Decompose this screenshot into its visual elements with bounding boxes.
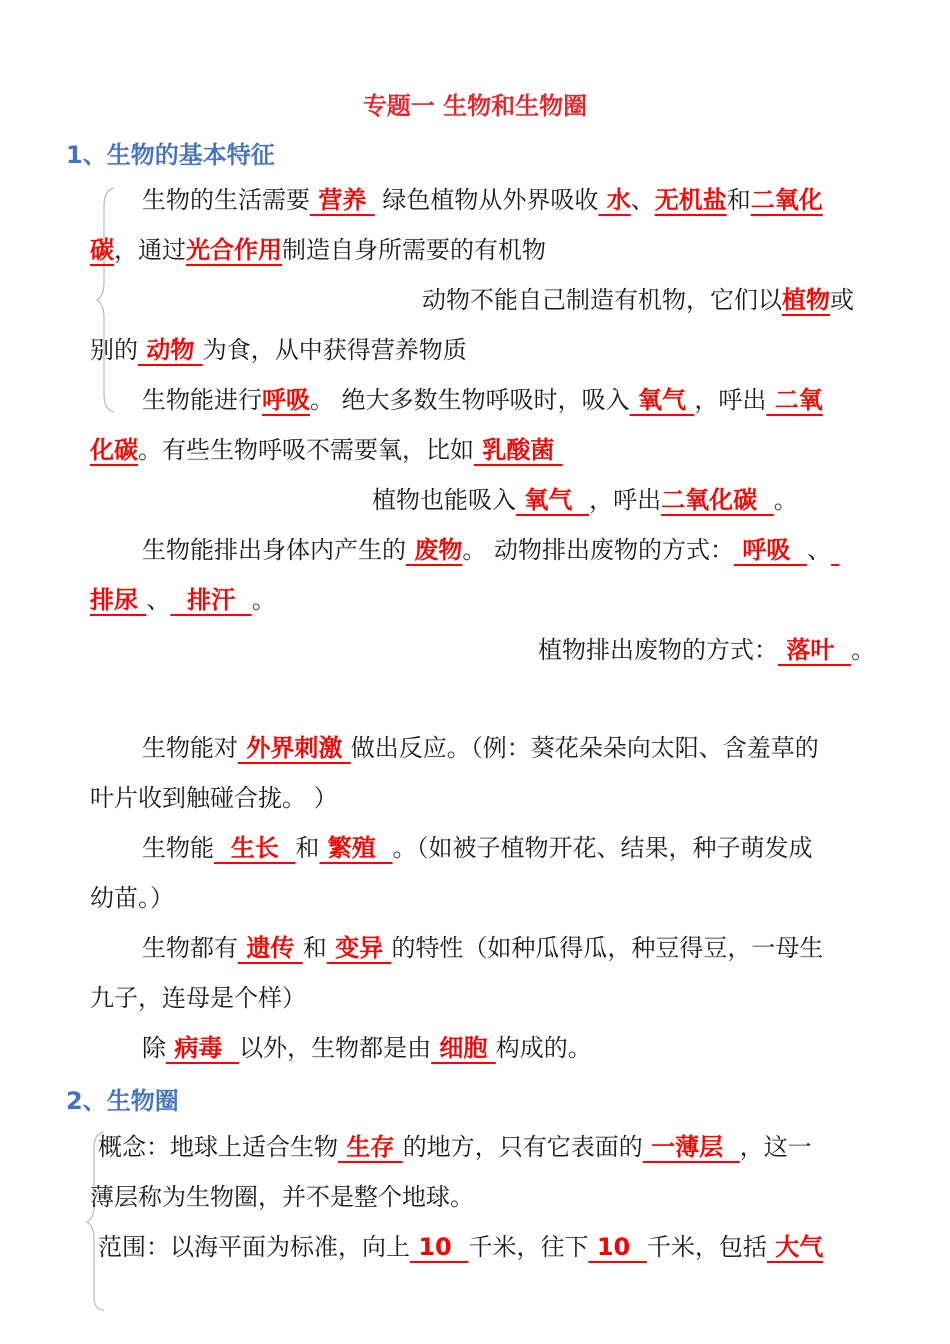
body-text: 的地方，只有它表面的 bbox=[402, 1133, 643, 1161]
answer-text: 二氧 bbox=[766, 386, 823, 414]
text-line bbox=[142, 184, 823, 216]
body-text: 绿色植物从外界吸收 bbox=[374, 186, 599, 214]
body-text: 幼苗。） bbox=[90, 884, 174, 912]
body-text: 植物排出废物的方式： bbox=[538, 636, 778, 664]
body-text: 和 bbox=[726, 186, 751, 214]
answer-text: 生长 bbox=[214, 834, 296, 862]
text-line bbox=[538, 634, 875, 666]
answer-text: 外界刺激 bbox=[238, 734, 351, 762]
answer-text: 光合作用 bbox=[186, 236, 282, 264]
body-text: 动物不能自己制造有机物，它们以 bbox=[422, 286, 782, 314]
text-line bbox=[422, 284, 854, 316]
answer-text: 动物 bbox=[138, 336, 203, 364]
text-line bbox=[142, 534, 839, 566]
answer-text: 化碳 bbox=[90, 436, 138, 464]
body-text: 范围：以海平面为标准，向上 bbox=[98, 1233, 410, 1261]
text-line bbox=[98, 1231, 823, 1263]
text-line bbox=[98, 1131, 812, 1163]
body-text: ，通过 bbox=[114, 236, 186, 264]
body-text: 千米，往下 bbox=[468, 1233, 589, 1261]
answer-text: 繁殖 bbox=[319, 834, 393, 862]
text-line bbox=[90, 234, 546, 266]
body-text: 。有些生物呼吸不需要氧，比如 bbox=[138, 436, 474, 464]
text-line bbox=[90, 434, 563, 466]
answer-text: 细胞 bbox=[431, 1034, 496, 1062]
text-line bbox=[142, 932, 823, 964]
answer-text: 10 bbox=[410, 1233, 469, 1261]
answer-text: 无机盐 bbox=[654, 186, 727, 214]
body-text: 、 bbox=[146, 586, 171, 614]
answer-text: 氧气 bbox=[516, 486, 590, 514]
body-text: 九子，连母是个样） bbox=[90, 984, 306, 1012]
section-heading-1: 1、生物的基本特征 bbox=[66, 141, 275, 169]
text-line bbox=[142, 384, 823, 416]
answer-text: 碳 bbox=[90, 236, 114, 264]
answer-text: 生存 bbox=[338, 1133, 403, 1161]
answer-text: 排尿 bbox=[90, 586, 147, 614]
answer-text: 呼吸 bbox=[262, 386, 310, 414]
body-text: 。 bbox=[851, 636, 876, 664]
answer-text: 落叶 bbox=[778, 636, 852, 664]
answer-text: 大气 bbox=[766, 1233, 824, 1261]
body-text: 构成的。 bbox=[495, 1034, 592, 1062]
answer-text: 10 bbox=[588, 1233, 647, 1261]
body-text: 生物能排出身体内产生的 bbox=[142, 536, 406, 564]
body-text: 概念：地球上适合生物 bbox=[98, 1133, 338, 1161]
body-text: 做出反应。（例：葵花朵朵向太阳、含羞草的 bbox=[350, 734, 819, 762]
answer-text: 二氧化碳 bbox=[661, 486, 774, 514]
brace-icon bbox=[94, 186, 118, 414]
page-title: 专题一 生物和生物圈 bbox=[362, 92, 588, 120]
answer-text: 排汗 bbox=[170, 586, 252, 614]
body-text: 叶片收到触碰合拢。 ） bbox=[90, 784, 338, 812]
answer-text: 呼吸 bbox=[734, 536, 808, 564]
body-text: 。 绝大多数生物呼吸时，吸入 bbox=[310, 386, 630, 414]
answer-text: 植物 bbox=[782, 286, 830, 314]
answer-text: 一薄层 bbox=[642, 1133, 740, 1161]
body-text: 别的 bbox=[90, 336, 138, 364]
body-text: 植物也能吸入 bbox=[372, 486, 516, 514]
answer-text: 二氧化 bbox=[750, 186, 823, 214]
text-line bbox=[142, 732, 819, 764]
body-text: 生物能 bbox=[142, 834, 214, 862]
text-line bbox=[90, 782, 338, 814]
body-text: 。 bbox=[773, 486, 798, 514]
text-line bbox=[90, 982, 306, 1014]
text-line bbox=[90, 882, 174, 914]
answer-text: 遗传 bbox=[238, 934, 303, 962]
body-text: 的特性（如种瓜得瓜，种豆得豆，一母生 bbox=[391, 934, 824, 962]
answer-text bbox=[831, 536, 839, 564]
text-line bbox=[142, 1032, 592, 1064]
answer-text: 病毒 bbox=[166, 1034, 240, 1062]
body-text: 制造自身所需要的有机物 bbox=[282, 236, 546, 264]
body-text: 。（如被子植物开花、结果，种子萌发成 bbox=[392, 834, 813, 862]
body-text: ，呼出 bbox=[694, 386, 767, 414]
body-text: ，呼出 bbox=[589, 486, 662, 514]
answer-text: 乳酸菌 bbox=[474, 436, 563, 464]
body-text: ，这一 bbox=[739, 1133, 812, 1161]
body-text: 。 bbox=[251, 586, 276, 614]
body-text: 生物能进行 bbox=[142, 386, 262, 414]
body-text: 和 bbox=[302, 934, 327, 962]
body-text: 或 bbox=[830, 286, 854, 314]
body-text: 除 bbox=[142, 1034, 166, 1062]
body-text: 生物都有 bbox=[142, 934, 238, 962]
section-heading-2: 2、生物圈 bbox=[66, 1087, 179, 1115]
body-text: 千米，包括 bbox=[646, 1233, 767, 1261]
text-line bbox=[90, 1181, 474, 1213]
answer-text: 变异 bbox=[326, 934, 392, 962]
text-line bbox=[142, 832, 813, 864]
answer-text: 废物 bbox=[406, 536, 463, 564]
body-text: 、 bbox=[630, 186, 655, 214]
text-line bbox=[90, 584, 276, 616]
body-text: 、 bbox=[807, 536, 832, 564]
answer-text: 水 bbox=[598, 186, 631, 214]
text-line bbox=[372, 484, 798, 516]
body-text: 和 bbox=[295, 834, 320, 862]
body-text: 为食，从中获得营养物质 bbox=[202, 336, 467, 364]
body-text: 。 动物排出废物的方式： bbox=[462, 536, 734, 564]
text-line bbox=[90, 334, 467, 366]
answer-text: 氧气 bbox=[629, 386, 695, 414]
body-text: 以外，生物都是由 bbox=[239, 1034, 432, 1062]
body-text: 生物的生活需要 bbox=[142, 186, 310, 214]
answer-text: 营养 bbox=[310, 186, 375, 214]
body-text: 生物能对 bbox=[142, 734, 238, 762]
body-text: 薄层称为生物圈，并不是整个地球。 bbox=[90, 1183, 474, 1211]
